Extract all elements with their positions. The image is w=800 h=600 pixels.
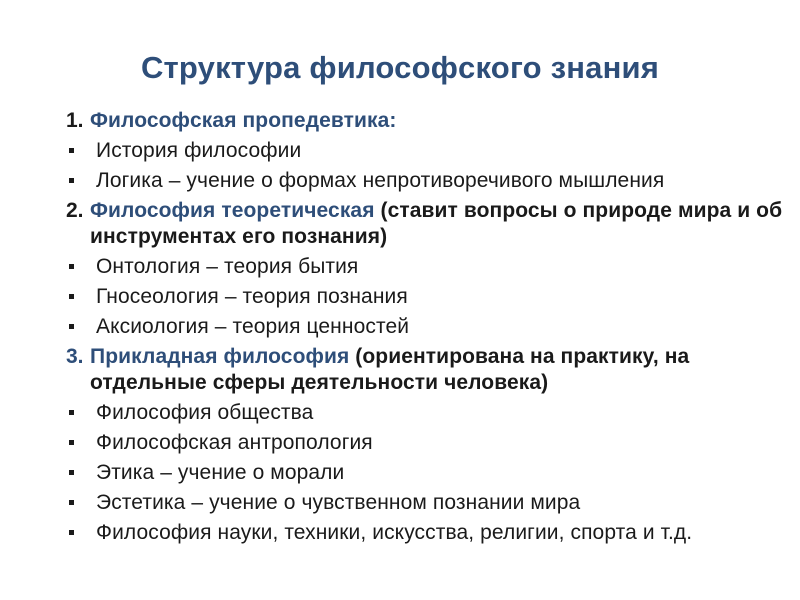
section-title: Философская пропедевтика: bbox=[90, 109, 397, 132]
section-description: (ориентирована на практику, на отдельные сферы деятельности человека) bbox=[90, 345, 690, 394]
section-title: Философия теоретическая bbox=[90, 199, 375, 222]
section-2 bbox=[66, 198, 786, 250]
list-item: Этика – учение о морали bbox=[66, 460, 786, 486]
slide-title: Структура философского знания bbox=[140, 50, 660, 85]
bullet-icon bbox=[66, 314, 96, 340]
section-number: 3. bbox=[66, 345, 84, 368]
section-1 bbox=[66, 108, 786, 134]
section-description: (ставит вопросы о природе мира и об инструментах его познания) bbox=[90, 199, 783, 248]
bullet-icon bbox=[66, 400, 96, 426]
list-item: Логика – учение о формах непротиворечивого мышления bbox=[66, 168, 786, 194]
bullet-icon bbox=[66, 520, 96, 546]
bullet-icon bbox=[66, 284, 96, 310]
list-item: История философии bbox=[66, 138, 786, 164]
bullet-icon bbox=[66, 490, 96, 516]
list-item: Гносеология – теория познания bbox=[66, 284, 786, 310]
list-item: Философия науки, техники, искусства, религии, спорта и т.д. bbox=[66, 520, 786, 546]
list-item: Аксиология – теория ценностей bbox=[66, 314, 786, 340]
slide-content bbox=[66, 108, 786, 550]
bullet-icon bbox=[66, 138, 96, 164]
section-number: 1. bbox=[66, 109, 84, 132]
section-number: 2. bbox=[66, 199, 84, 222]
list-item: Философия общества bbox=[66, 400, 786, 426]
section-title: Прикладная философия bbox=[90, 345, 350, 368]
bullet-icon bbox=[66, 460, 96, 486]
bullet-icon bbox=[66, 254, 96, 280]
bullet-icon bbox=[66, 430, 96, 456]
section-3 bbox=[66, 344, 786, 396]
list-item: Эстетика – учение о чувственном познании мира bbox=[66, 490, 786, 516]
list-item: Онтология – теория бытия bbox=[66, 254, 786, 280]
list-item: Философская антропология bbox=[66, 430, 786, 456]
bullet-icon bbox=[66, 168, 96, 194]
